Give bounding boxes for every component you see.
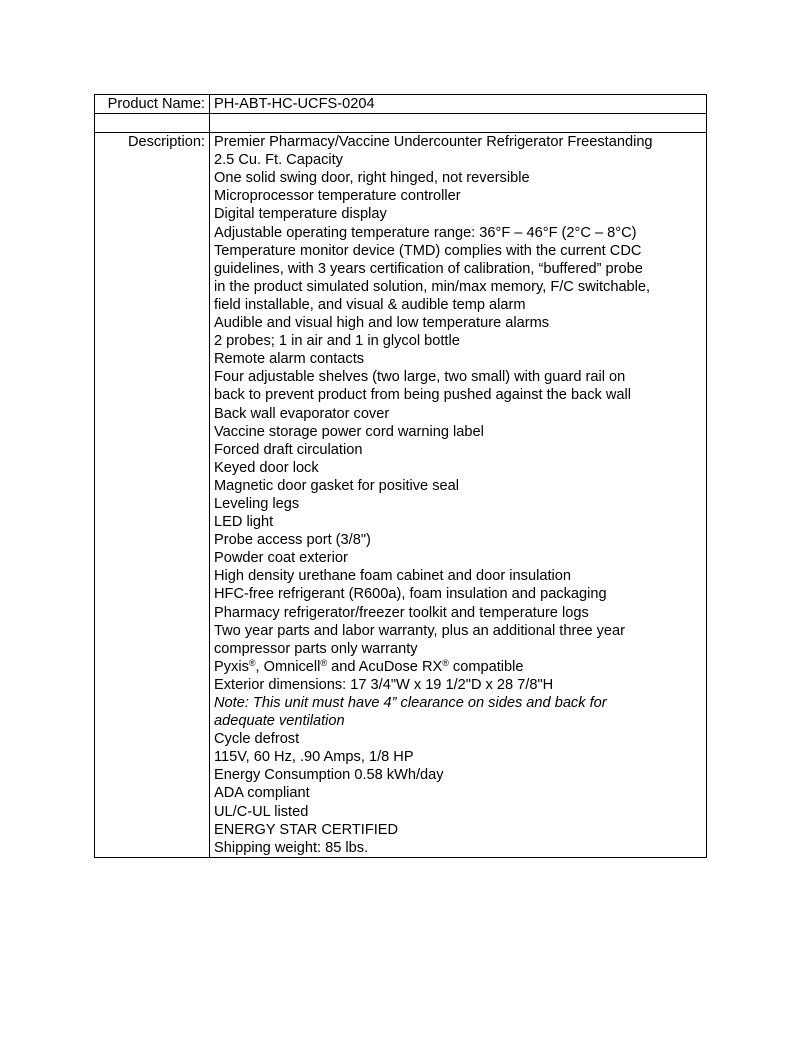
- description-line: ENERGY STAR CERTIFIED: [214, 821, 399, 838]
- description-line: Keyed door lock: [214, 459, 319, 476]
- description-line: Two year parts and labor warranty, plus an additional three year: [214, 622, 626, 639]
- description-line: in the product simulated solution, min/max memory, F/C switchable,: [214, 278, 651, 295]
- product-name-label: Product Name:: [95, 95, 210, 114]
- description-line: Energy Consumption 0.58 kWh/day: [214, 767, 444, 784]
- description-line: Shipping weight: 85 lbs.: [214, 839, 369, 856]
- description-line: LED light: [214, 514, 274, 531]
- description-line: Exterior dimensions: 17 3/4"W x 19 1/2"D x 28 7/8"H: [214, 676, 554, 693]
- description-line: Magnetic door gasket for positive seal: [214, 477, 459, 494]
- description-line: Cycle defrost: [214, 731, 300, 748]
- description-line: Probe access port (3/8"): [214, 532, 371, 549]
- description-line: One solid swing door, right hinged, not reversible: [214, 170, 530, 187]
- description-line: field installable, and visual & audible temp alarm: [214, 296, 526, 313]
- compat-tail: compatible: [448, 658, 524, 675]
- description-line: Microprocessor temperature controller: [214, 188, 461, 205]
- description-line: HFC-free refrigerant (R600a), foam insulation and packaging: [214, 586, 607, 603]
- registered-mark: ®: [248, 657, 256, 668]
- product-spec-table: [94, 94, 707, 858]
- description-line: Back wall evaporator cover: [214, 405, 390, 422]
- spacer-value-cell: [210, 114, 707, 133]
- description-line: UL/C-UL listed: [214, 803, 309, 820]
- description-line: Audible and visual high and low temperature alarms: [214, 315, 550, 332]
- description-line: Vaccine storage power cord warning label: [214, 423, 484, 440]
- ventilation-note: [214, 694, 702, 730]
- description-line: Forced draft circulation: [214, 441, 363, 458]
- description-line: Digital temperature display: [214, 206, 387, 223]
- description-row: [95, 133, 707, 858]
- description-line: Adjustable operating temperature range: 36°F – 46°F (2°C – 8°C): [214, 224, 637, 241]
- compatibility-line: [214, 658, 702, 676]
- description-line: Note: This unit must have 4” clearance on sides and back for: [214, 695, 607, 711]
- dimensions-list: [214, 676, 702, 694]
- description-label: Description:: [95, 133, 210, 858]
- compat-acudose: and AcuDose RX: [327, 658, 443, 675]
- description-line: High density urethane foam cabinet and door insulation: [214, 568, 571, 585]
- description-line: 2 probes; 1 in air and 1 in glycol bottle: [214, 333, 460, 350]
- spacer-row: [95, 114, 707, 133]
- product-name-value: PH-ABT-HC-UCFS-0204: [210, 95, 707, 114]
- description-line: back to prevent product from being pushed against the back wall: [214, 387, 631, 404]
- description-line: 115V, 60 Hz, .90 Amps, 1/8 HP: [214, 749, 414, 766]
- registered-mark: ®: [320, 657, 328, 668]
- spacer-label-cell: [95, 114, 210, 133]
- description-line: Premier Pharmacy/Vaccine Undercounter Refrigerator Freestanding: [214, 134, 653, 151]
- description-line: Remote alarm contacts: [214, 351, 365, 368]
- description-line: adequate ventilation: [214, 713, 345, 730]
- description-line: ADA compliant: [214, 785, 310, 802]
- registered-mark: ®: [442, 657, 449, 668]
- description-line: Leveling legs: [214, 495, 300, 512]
- electrical-and-certification-list: [214, 730, 702, 857]
- description-feature-list: [214, 133, 702, 658]
- description-line: compressor parts only warranty: [214, 640, 418, 657]
- description-line: Powder coat exterior: [214, 550, 348, 567]
- description-line: 2.5 Cu. Ft. Capacity: [214, 152, 343, 169]
- description-line: Four adjustable shelves (two large, two small) with guard rail on: [214, 369, 626, 386]
- description-content: [210, 133, 707, 858]
- description-line: guidelines, with 3 years certification of calibration, “buffered” probe: [214, 260, 643, 277]
- product-name-row: [95, 95, 707, 114]
- description-line: Temperature monitor device (TMD) complies with the current CDC: [214, 242, 642, 259]
- compat-pyxis: Pyxis: [214, 658, 249, 675]
- description-line: Pharmacy refrigerator/freezer toolkit and temperature logs: [214, 604, 589, 621]
- compat-omnicell: , Omnicell: [255, 658, 321, 675]
